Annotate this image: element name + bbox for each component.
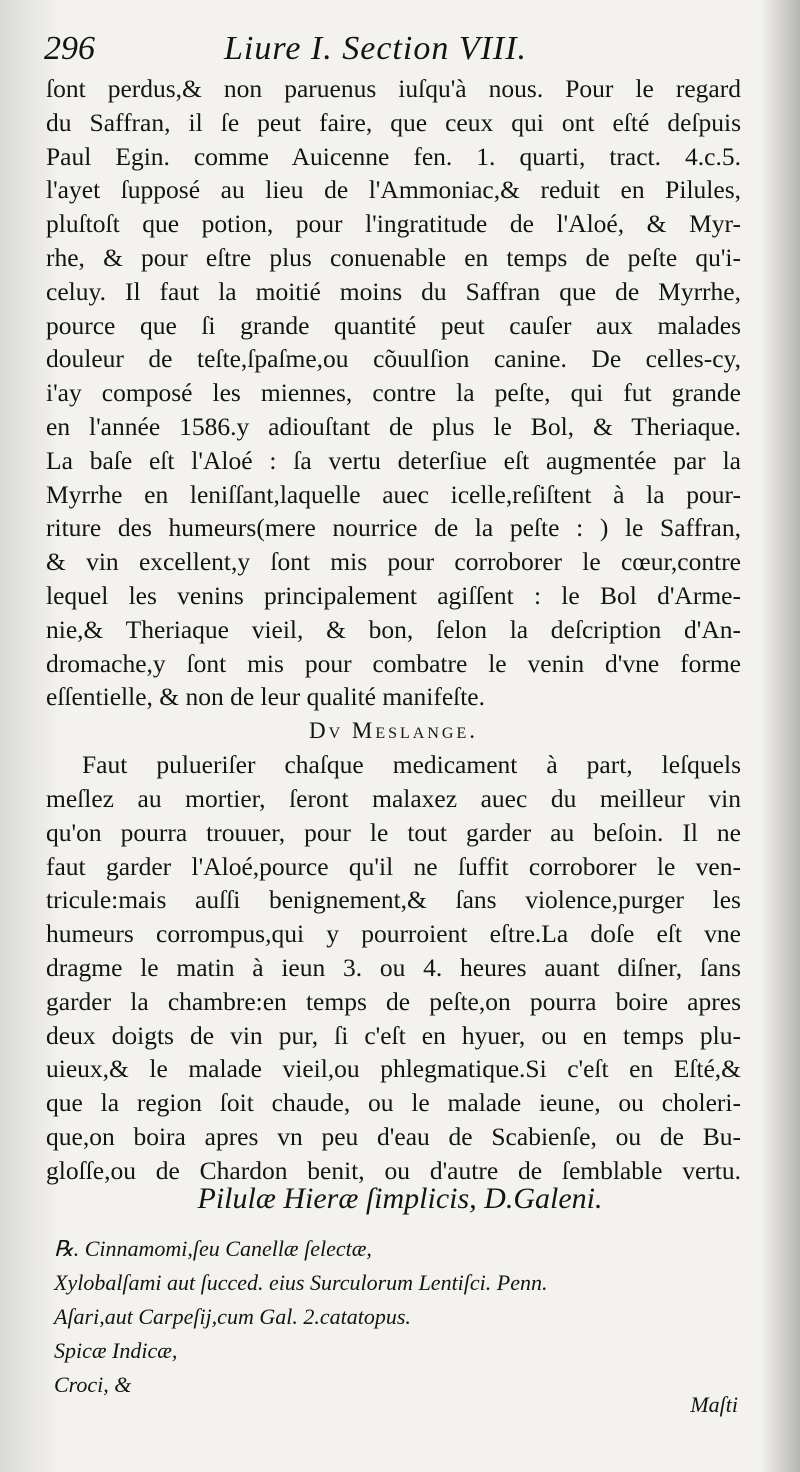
text-line: garder la chambre:en temps de peſte,on pourra boire apres: [46, 986, 741, 1016]
ingredient-line: ℞. Cinnamomi,ſeu Canellæ ſelectæ,: [54, 1236, 372, 1261]
text-line: en l'année 1586.y adiouſtant de plus le Bol, & Theriaque.: [46, 411, 741, 441]
text-line: faut garder l'Aloé,pource qu'il ne ſuffit corroborer le ven-: [46, 851, 741, 881]
catchword: Maſti: [690, 1392, 738, 1417]
text-line: lequel les venins principalement agiſſent : le Bol d'Arme-: [46, 580, 741, 610]
running-head: Liure I. Section VIII.: [224, 30, 528, 67]
text-line: dragme le matin à ieun 3. ou 4. heures auant diſner, ſans: [46, 952, 741, 982]
text-line: meſlez au mortier, ſeront malaxez auec du meilleur vin: [46, 783, 741, 813]
text-line: ſont perdus,& non paruenus iuſqu'à nous. Pour le regard: [46, 74, 741, 103]
recipe-title: Pilulæ Hieræ ſimplicis, D.Galeni.: [197, 1182, 603, 1215]
ingredient-line: Spicæ Indicæ,: [54, 1338, 178, 1363]
text-line: humeurs corrompus,qui y pourroient eſtre.La doſe eſt vne: [46, 919, 741, 949]
text-line: Paul Egin. comme Auicenne fen. 1. quarti, tract. 4.c.5.: [46, 141, 741, 171]
text-line: Faut pulueriſer chaſque medicament à part, leſquels: [82, 750, 741, 780]
page-header: [44, 30, 744, 74]
text-line: eſſentielle, & non de leur qualité manifeſte.: [46, 682, 486, 712]
ingredient-line: Xylobalſami aut ſucced. eius Surculorum Lentiſci. Penn.: [54, 1270, 548, 1295]
ingredient-line: Croci, &: [54, 1372, 132, 1397]
section-heading: Dv Meslange.: [309, 718, 478, 744]
text-line: & vin excellent,y ſont mis pour corroborer le cœur,contre: [46, 547, 741, 577]
text-line: celuy. Il faut la moitié moins du Saffran que de Myrrhe,: [46, 276, 741, 306]
recipe-ingredients: [54, 1232, 754, 1402]
text-line: qu'on pourra trouuer, pour le tout garder au beſoin. Il ne: [46, 817, 741, 847]
text-line: gloſſe,ou de Chardon benit, ou d'autre de ſemblable vertu.: [46, 1155, 741, 1185]
text-line: pluſtoſt que potion, pour l'ingratitude de l'Aloé, & Myr-: [46, 209, 741, 239]
text-line: uieux,& le malade vieil,ou phlegmatique.Si c'eſt en Eſté,&: [46, 1054, 741, 1084]
text-line: tricule:mais auſſi benignement,& ſans violence,purger les: [46, 885, 741, 915]
ingredient-line: Aſari,aut Carpeſij,cum Gal. 2.catatopus.: [54, 1304, 411, 1329]
text-line: deux doigts de vin pur, ſi c'eſt en hyuer, ou en temps plu-: [46, 1020, 741, 1050]
text-line: pource que ſi grande quantité peut cauſer aux malades: [46, 310, 741, 340]
text-line: La baſe eſt l'Aloé : ſa vertu deterſiue eſt augmentée par la: [46, 445, 741, 475]
text-line: douleur de teſte,ſpaſme,ou cõuulſion canine. De celles-cy,: [46, 344, 741, 374]
page-number: 296: [44, 30, 95, 67]
text-line: rhe, & pour eſtre plus conuenable en temps de peſte qu'i-: [46, 242, 741, 272]
text-line: dromache,y ſont mis pour combatre le venin d'vne forme: [46, 648, 741, 678]
text-line: que la region ſoit chaude, ou le malade ieune, ou choleri-: [46, 1088, 741, 1118]
text-line: l'ayet ſupposé au lieu de l'Ammoniac,& reduit en Pilules,: [46, 175, 741, 205]
text-line: nie,& Theriaque vieil, & bon, ſelon la deſcription d'An-: [46, 614, 741, 644]
text-line: riture des humeurs(mere nourrice de la peſte : ) le Saffran,: [46, 513, 741, 543]
body-text: [46, 72, 741, 1188]
text-line: i'ay composé les miennes, contre la peſte, qui fut grande: [46, 378, 741, 408]
text-line: Myrrhe en leniſſant,laquelle auec icelle,reſiſtent à la pour-: [46, 479, 741, 509]
text-line: que,on boira apres vn peu d'eau de Scabienſe, ou de Bu-: [46, 1121, 741, 1151]
paragraph-1: [46, 72, 741, 714]
text-line: du Saffran, il ſe peut faire, que ceux qui ont eſté deſpuis: [46, 107, 741, 137]
paragraph-2: [46, 748, 741, 1187]
